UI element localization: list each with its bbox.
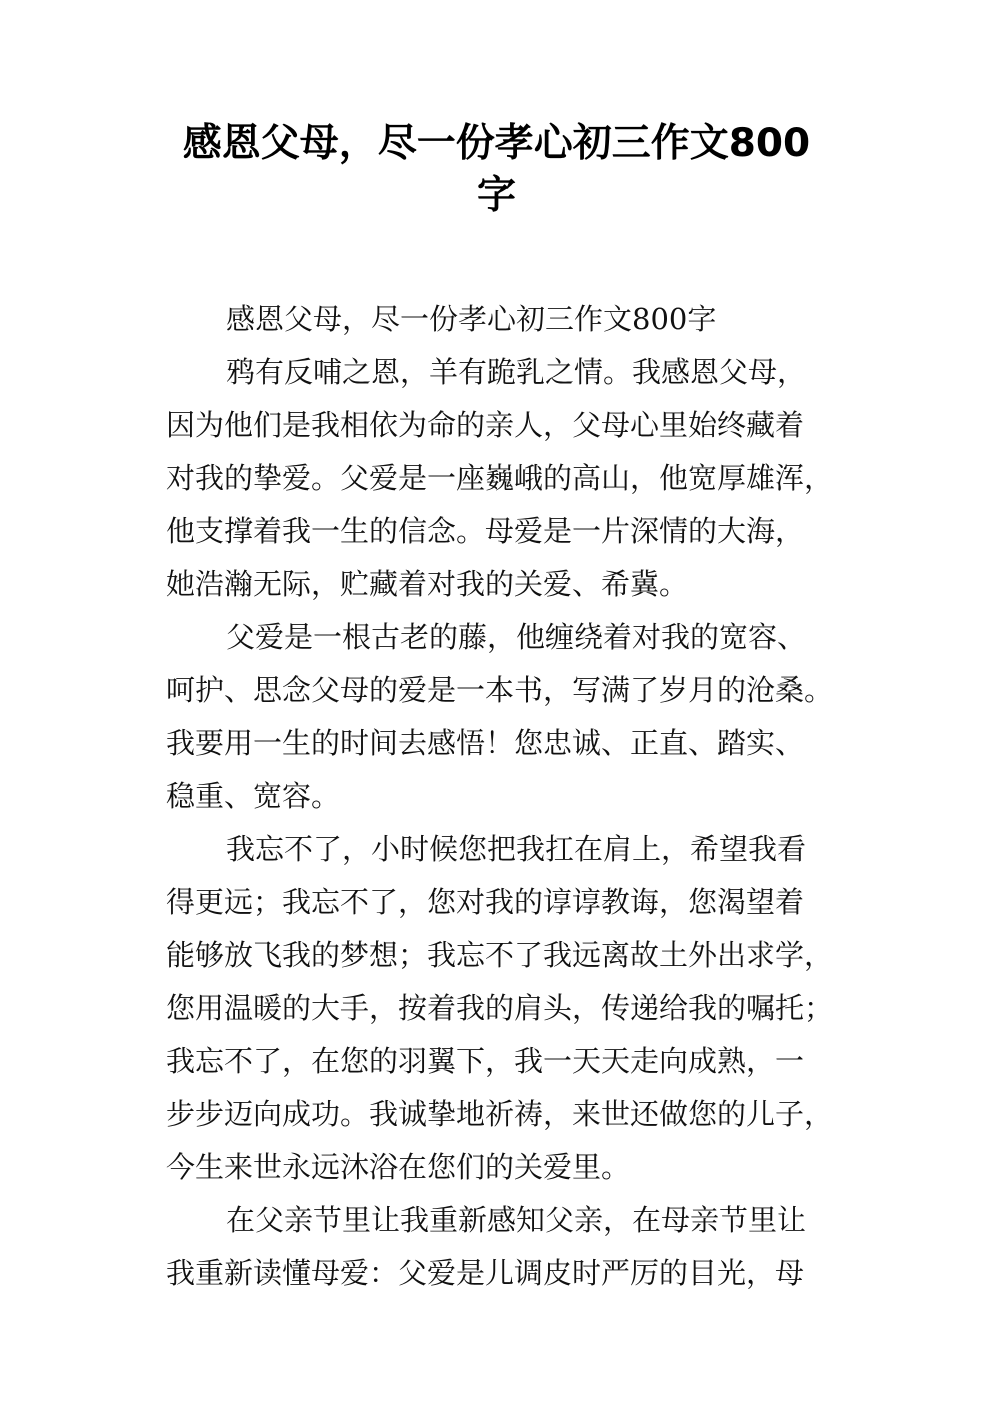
body-line: 今生来世永远沐浴在您们的关爱里。 — [166, 1150, 631, 1184]
body-line: 因为他们是我相依为命的亲人，父母心里始终藏着 — [166, 408, 805, 442]
body-line: 您用温暖的大手，按着我的肩头，传递给我的嘱托； — [166, 991, 834, 1025]
body-line: 稳重、宽容。 — [166, 779, 341, 813]
body-line: 我重新读懂母爱：父爱是儿调皮时严厉的目光，母 — [166, 1256, 805, 1290]
document-title — [150, 118, 843, 222]
body-line: 感恩父母，尽一份孝心初三作文800字 — [226, 302, 717, 336]
body-line: 步步迈向成功。我诚挚地祈祷，来世还做您的儿子， — [166, 1097, 834, 1131]
title-line-1: 感恩父母，尽一份孝心初三作文800 — [182, 121, 811, 166]
body-line: 在父亲节里让我重新感知父亲，在母亲节里让 — [226, 1203, 807, 1237]
body-line: 呵护、思念父母的爱是一本书，写满了岁月的沧桑。 — [166, 673, 834, 707]
body-line: 能够放飞我的梦想；我忘不了我远离故土外出求学， — [166, 938, 834, 972]
body-line: 对我的挚爱。父爱是一座巍峨的高山，他宽厚雄浑， — [166, 461, 834, 495]
body-line: 我要用一生的时间去感悟！您忠诚、正直、踏实、 — [166, 726, 805, 760]
body-line: 得更远；我忘不了，您对我的谆谆教诲，您渴望着 — [166, 885, 805, 919]
body-line: 她浩瀚无际，贮藏着对我的关爱、希冀。 — [166, 567, 689, 601]
body-line: 鸦有反哺之恩，羊有跪乳之情。我感恩父母， — [226, 355, 807, 389]
title-line-2: 字 — [476, 173, 516, 218]
body-line: 父爱是一根古老的藤，他缠绕着对我的宽容、 — [226, 620, 807, 654]
body-line: 我忘不了，小时候您把我扛在肩上，希望我看 — [226, 832, 807, 866]
body-line: 他支撑着我一生的信念。母爱是一片深情的大海， — [166, 514, 805, 548]
body-line: 我忘不了，在您的羽翼下，我一天天走向成熟，一 — [166, 1044, 805, 1078]
